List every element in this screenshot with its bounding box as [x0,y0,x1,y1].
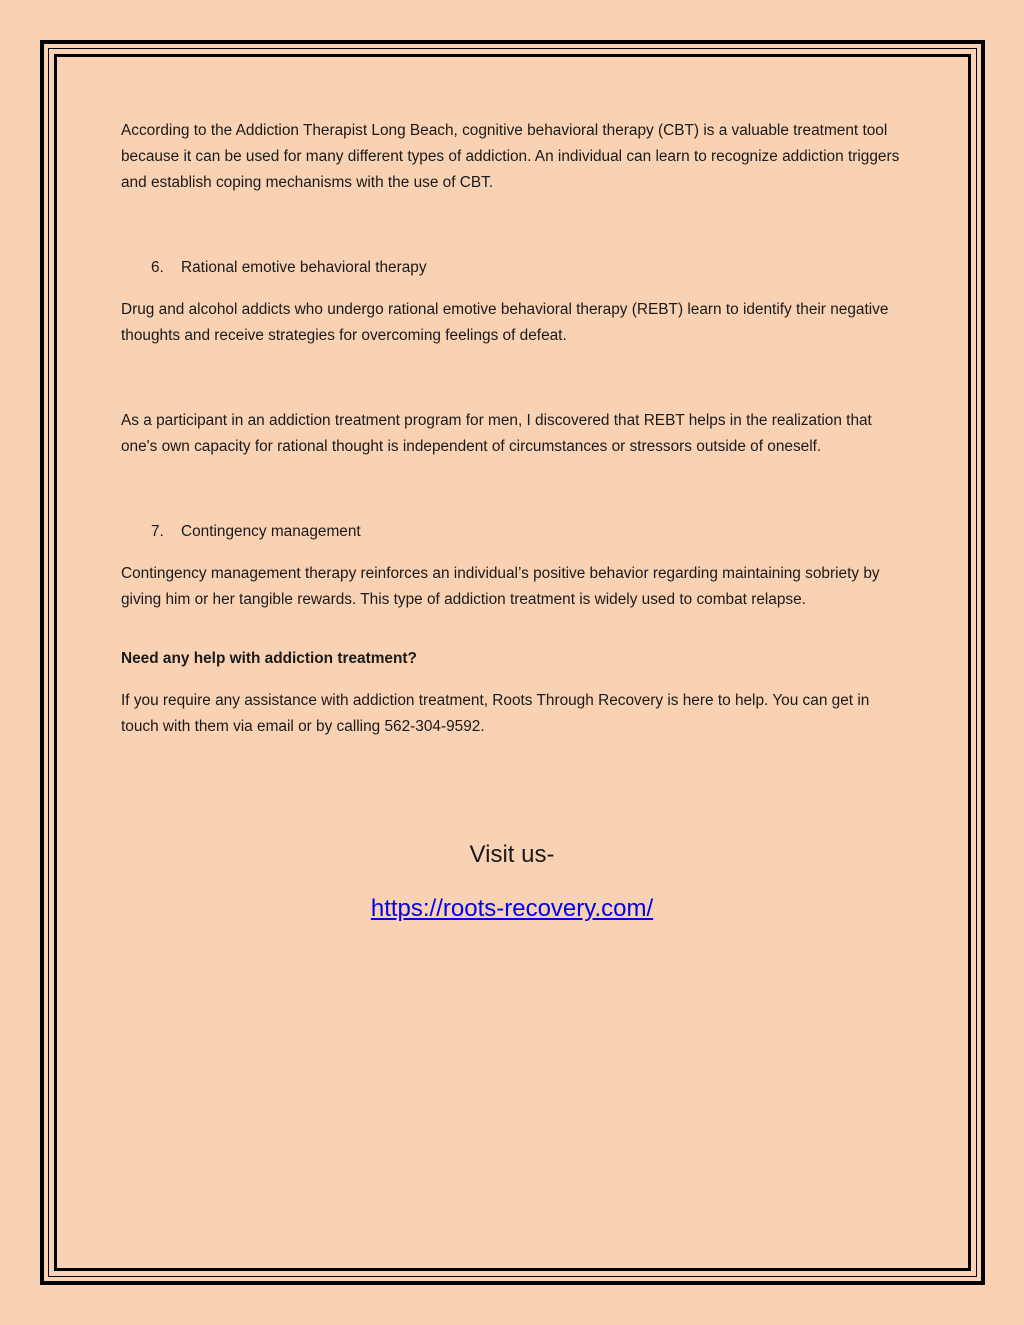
paragraph-cbt: According to the Addiction Therapist Long Beach, cognitive behavioral therapy (CBT) is a valuable treatment tool because it can be used for many different types of addiction. An individual can learn to recognize addiction triggers and establish coping mechanisms with the use of CBT. [121,122,900,191]
list-number-6: 6. [151,259,164,276]
website-link[interactable]: https://roots-recovery.com/ [370,895,654,922]
help-heading: Need any help with addiction treatment? [121,650,417,667]
paragraph-contingency: Contingency management therapy reinforces an individual’s positive behavior regarding maintaining sobriety by giving him or her tangible rewards. This type of addiction treatment is widely used to combat relapse. [121,565,880,608]
document-body [121,118,911,740]
list-item-6 [121,255,911,281]
list-label-7: Contingency management [181,523,361,540]
list-label-6: Rational emotive behavioral therapy [181,259,427,276]
paragraph-contact: If you require any assistance with addiction treatment, Roots Through Recovery is here to help. You can get in touch with them via email or by calling 562-304-9592. [121,692,870,735]
visit-label: Visit us- [469,841,555,868]
list-item-7 [121,519,911,545]
paragraph-participant: As a participant in an addiction treatment program for men, I discovered that REBT helps in the realization that one's own capacity for rational thought is independent of circumstances or stressors outside of oneself. [121,412,872,455]
paragraph-rebt: Drug and alcohol addicts who undergo rational emotive behavioral therapy (REBT) learn to identify their negative thoughts and receive strategies for overcoming feelings of defeat. [121,301,889,344]
website-link-container [0,892,1024,926]
list-number-7: 7. [151,523,164,540]
